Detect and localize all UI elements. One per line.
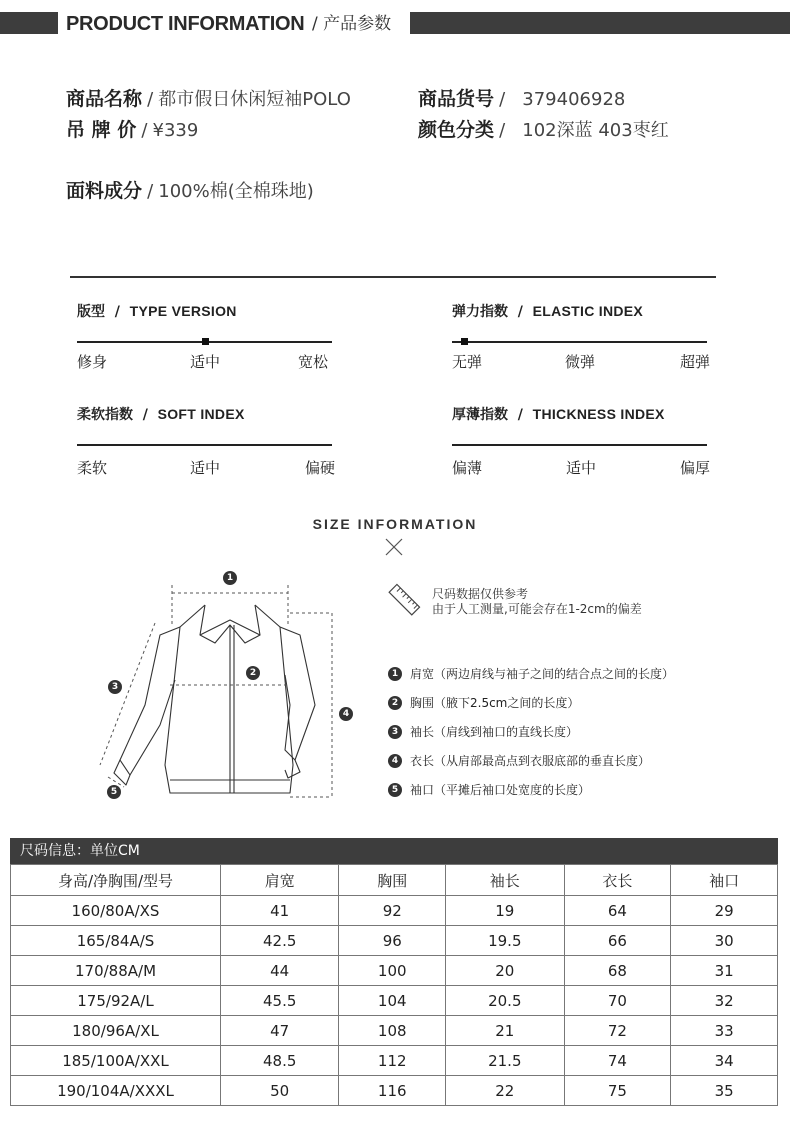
size-table-caption: 尺码信息：单位CM xyxy=(10,838,778,864)
thickness-index-label-right: 偏厚 xyxy=(680,459,711,477)
diagram-marker-3: 3 xyxy=(108,680,122,694)
column-header: 身高/净胸围/型号 xyxy=(11,865,221,896)
header-subtitle: / 产品参数 xyxy=(312,14,392,34)
table-cell: 30 xyxy=(671,926,778,956)
product-code-value: 379406928 xyxy=(522,89,626,110)
column-header: 袖长 xyxy=(446,865,564,896)
table-cell: 72 xyxy=(564,1016,671,1046)
table-cell: 22 xyxy=(446,1076,564,1106)
table-cell: 20 xyxy=(446,956,564,986)
scale-level-marker xyxy=(202,338,209,345)
thickness-index-label-mid: 适中 xyxy=(566,459,597,477)
header-bar-left xyxy=(0,12,58,34)
table-cell: 190/104A/XXXL xyxy=(11,1076,221,1106)
table-cell: 31 xyxy=(671,956,778,986)
table-cell: 108 xyxy=(339,1016,446,1046)
table-cell: 32 xyxy=(671,986,778,1016)
table-cell: 175/92A/L xyxy=(11,986,221,1016)
table-cell: 19.5 xyxy=(446,926,564,956)
table-cell: 42.5 xyxy=(221,926,339,956)
table-row xyxy=(11,896,778,926)
elastic-index-label-right: 超弹 xyxy=(680,353,711,371)
column-header: 胸围 xyxy=(339,865,446,896)
sep: / xyxy=(499,89,506,110)
table-row xyxy=(11,926,778,956)
product-color-label: 颜色分类 xyxy=(418,119,495,141)
table-cell: 29 xyxy=(671,896,778,926)
table-cell: 68 xyxy=(564,956,671,986)
product-fabric-value: 100%棉(全棉珠地) xyxy=(158,181,314,202)
table-cell: 35 xyxy=(671,1076,778,1106)
table-cell: 64 xyxy=(564,896,671,926)
product-price-label: 吊 牌 价 xyxy=(66,119,137,141)
product-color-value: 102深蓝 403枣红 xyxy=(522,120,669,141)
product-name-row xyxy=(66,87,351,112)
legend-item: 5 袖口（平摊后袖口处宽度的长度） xyxy=(388,781,590,799)
table-cell: 116 xyxy=(339,1076,446,1106)
soft-index-title: 柔软指数 / SOFT INDEX xyxy=(77,406,245,423)
diagram-marker-5: 5 xyxy=(107,785,121,799)
legend-item: 1 肩宽（两边肩线与袖子之间的结合点之间的长度） xyxy=(388,665,674,683)
table-row xyxy=(11,1016,778,1046)
legend-item: 4 衣长（从肩部最高点到衣服底部的垂直长度） xyxy=(388,752,650,770)
column-header: 衣长 xyxy=(564,865,671,896)
table-cell: 112 xyxy=(339,1046,446,1076)
close-x-icon xyxy=(385,538,403,556)
table-cell: 21 xyxy=(446,1016,564,1046)
table-cell: 44 xyxy=(221,956,339,986)
table-row xyxy=(11,1076,778,1106)
table-cell: 75 xyxy=(564,1076,671,1106)
product-fabric-row xyxy=(66,179,314,204)
ruler-icon xyxy=(386,582,422,618)
elastic-index-label-mid: 微弹 xyxy=(565,353,596,371)
legend-item: 3 袖长（肩线到袖口的直线长度） xyxy=(388,723,578,741)
table-cell: 21.5 xyxy=(446,1046,564,1076)
size-info-title: SIZE INFORMATION xyxy=(312,516,478,532)
scale-level-marker xyxy=(461,338,468,345)
table-cell: 100 xyxy=(339,956,446,986)
table-cell: 92 xyxy=(339,896,446,926)
size-note-line1: 尺码数据仅供参考 xyxy=(432,587,529,601)
thickness-index-title: 厚薄指数 / THICKNESS INDEX xyxy=(452,406,665,423)
product-name-label: 商品名称 xyxy=(66,88,143,110)
section-divider xyxy=(70,276,716,278)
table-cell: 33 xyxy=(671,1016,778,1046)
diagram-marker-2: 2 xyxy=(246,666,260,680)
table-cell: 160/80A/XS xyxy=(11,896,221,926)
table-cell: 34 xyxy=(671,1046,778,1076)
header-bar-right xyxy=(410,12,790,34)
table-cell: 70 xyxy=(564,986,671,1016)
sep: / xyxy=(499,120,506,141)
table-cell: 165/84A/S xyxy=(11,926,221,956)
elastic-index-title: 弹力指数 / ELASTIC INDEX xyxy=(452,303,644,320)
type-version-label-left: 修身 xyxy=(77,353,108,371)
sep: / xyxy=(141,120,148,141)
product-color-row xyxy=(418,118,669,143)
product-fabric-label: 面料成分 xyxy=(66,180,143,202)
soft-index-scale xyxy=(77,444,332,446)
elastic-index-label-left: 无弹 xyxy=(452,353,483,371)
product-code-row xyxy=(418,87,625,112)
header-title: PRODUCT INFORMATION xyxy=(66,13,305,35)
jacket-diagram xyxy=(90,565,360,805)
sep: / xyxy=(147,89,154,110)
table-cell: 41 xyxy=(221,896,339,926)
product-price-value: ¥339 xyxy=(152,120,199,141)
table-cell: 180/96A/XL xyxy=(11,1016,221,1046)
thickness-index-label-left: 偏薄 xyxy=(452,459,483,477)
table-row xyxy=(11,956,778,986)
table-cell: 74 xyxy=(564,1046,671,1076)
column-header: 肩宽 xyxy=(221,865,339,896)
sep: / xyxy=(147,181,154,202)
table-cell: 48.5 xyxy=(221,1046,339,1076)
thickness-index-scale xyxy=(452,444,707,446)
soft-index-label-right: 偏硬 xyxy=(305,459,336,477)
type-version-label-mid: 适中 xyxy=(190,353,221,371)
table-row xyxy=(11,1046,778,1076)
table-cell: 47 xyxy=(221,1016,339,1046)
type-version-label-right: 宽松 xyxy=(298,353,329,371)
table-cell: 185/100A/XXL xyxy=(11,1046,221,1076)
legend-item: 2 胸围（腋下2.5cm之间的长度） xyxy=(388,694,579,712)
diagram-marker-1: 1 xyxy=(223,571,237,585)
size-note-line2: 由于人工测量,可能会存在1-2cm的偏差 xyxy=(432,602,642,616)
diagram-marker-4: 4 xyxy=(339,707,353,721)
table-cell: 170/88A/M xyxy=(11,956,221,986)
product-code-label: 商品货号 xyxy=(418,88,495,110)
table-cell: 104 xyxy=(339,986,446,1016)
product-price-row xyxy=(66,118,198,143)
product-name-value: 都市假日休闲短袖POLO xyxy=(158,89,351,110)
size-table xyxy=(10,864,778,1106)
table-header-row xyxy=(11,865,778,896)
column-header: 袖口 xyxy=(671,865,778,896)
elastic-index-scale xyxy=(452,341,707,343)
table-row xyxy=(11,986,778,1016)
table-cell: 96 xyxy=(339,926,446,956)
type-version-title: 版型 / TYPE VERSION xyxy=(77,303,237,320)
soft-index-label-mid: 适中 xyxy=(190,459,221,477)
table-cell: 66 xyxy=(564,926,671,956)
table-cell: 19 xyxy=(446,896,564,926)
table-cell: 20.5 xyxy=(446,986,564,1016)
soft-index-label-left: 柔软 xyxy=(77,459,108,477)
table-cell: 45.5 xyxy=(221,986,339,1016)
table-cell: 50 xyxy=(221,1076,339,1106)
